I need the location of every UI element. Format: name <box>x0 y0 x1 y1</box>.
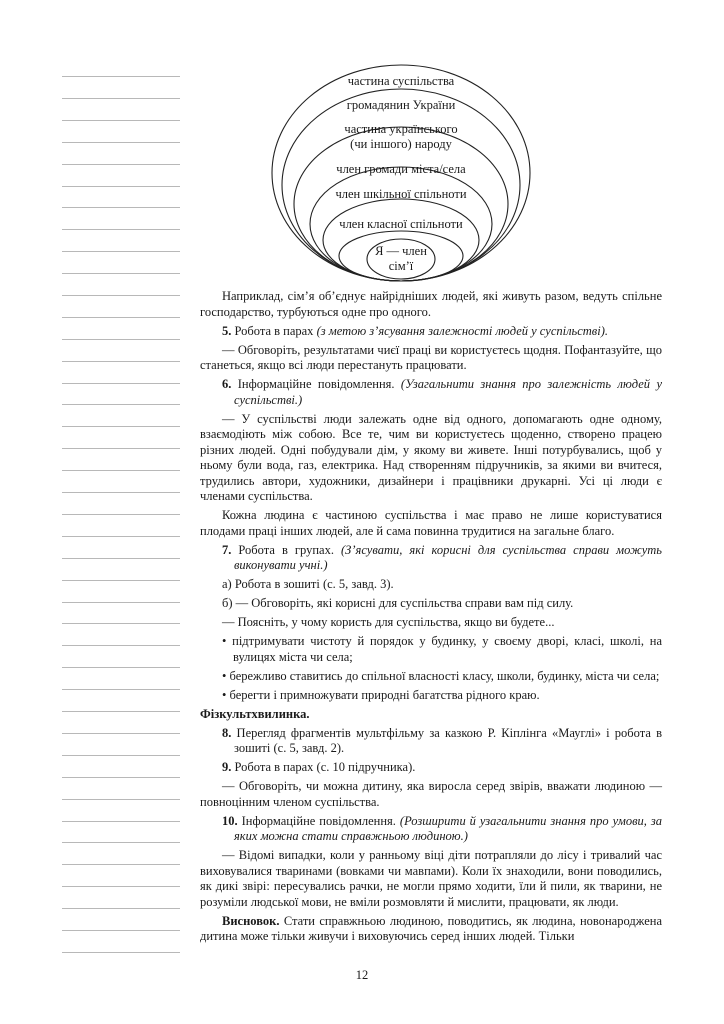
margin-line <box>62 602 180 603</box>
margin-line <box>62 580 180 581</box>
lesson-text <box>200 289 662 948</box>
margin-line <box>62 164 180 165</box>
task-5 <box>200 324 662 340</box>
margin-line <box>62 229 180 230</box>
margin-line <box>62 361 180 362</box>
conclusion <box>200 914 662 945</box>
margin-line <box>62 886 180 887</box>
task-note: (Узагальнити знання про залежність людей у суспільстві.) <box>234 377 662 407</box>
paragraph: — Обговоріть, чи можна дитину, яка виросла серед звірів, вважати людиною — повноцінним членом суспільства. <box>200 779 662 809</box>
page-number: 12 <box>355 968 369 982</box>
margin-line <box>62 558 180 559</box>
margin-line <box>62 207 180 208</box>
nested-circles-diagram <box>270 62 532 282</box>
margin-line <box>62 514 180 515</box>
task-8 <box>200 726 662 757</box>
margin-line <box>62 492 180 493</box>
task-6 <box>200 377 662 408</box>
margin-line <box>62 251 180 252</box>
margin-line <box>62 755 180 756</box>
margin-line <box>62 295 180 296</box>
task-note: (з метою з’ясування залежності людей у суспільстві). <box>316 323 608 338</box>
center-label-line2: сім’ї <box>388 259 414 273</box>
paragraph: Кожна людина є частиною суспільства і має право не лише користуватися плодами праці інших людей, але й сама повинна трудитися на загальне благо. <box>200 508 662 538</box>
margin-line <box>62 536 180 537</box>
ring-label: (чи іншого) народу <box>350 137 452 151</box>
margin-line <box>62 777 180 778</box>
task-text: Робота в групах. <box>231 542 342 557</box>
margin-line <box>62 98 180 99</box>
task-number: 5. <box>222 323 232 338</box>
bullet-item: • бережливо ставитись до спільної власності класу, школи, будинку, міста чи села; <box>222 668 660 683</box>
margin-line <box>62 426 180 427</box>
margin-line <box>62 120 180 121</box>
conclusion-text: Стати справжньою людиною, поводитись, як людина, новонароджена дитина може тільки живучи і виховуючись серед інших людей. Тільки <box>200 913 662 943</box>
task-note: (Розширити й узагальнити знання про умови, за яких можна стати справжньою людиною.) <box>234 813 662 843</box>
ring-label: член громади міста/села <box>336 162 466 176</box>
paragraph: — Обговоріть, результатами чиєї праці ви користуєтесь щодня. Пофантазуйте, що станеться, якщо всі люди перестануть працювати. <box>200 342 662 372</box>
paragraph: Наприклад, сім’я об’єднує найрідніших людей, які живуть разом, ведуть спільне господарство, турбуються одне про одного. <box>200 289 662 319</box>
margin-note-lines <box>62 0 180 1024</box>
task-text: Робота в парах (с. 10 підручника). <box>231 760 416 774</box>
margin-line <box>62 908 180 909</box>
paragraph: — Відомі випадки, коли у ранньому віці діти потрапляли до лісу і тривалий час виховувалися тваринами (вовками чи мавпами). Коли їх знаходили, вони поводились, як дикі звірі: пересувались рачки, не могли прямо ходити, їли й пили, як тварини, не розуміли людської мови, не вміли розмовляти й мислити, працювати, як люди. <box>200 848 662 909</box>
margin-line <box>62 317 180 318</box>
task-9 <box>200 760 662 776</box>
margin-line <box>62 711 180 712</box>
ring-label: частина українського <box>344 122 458 136</box>
margin-line <box>62 952 180 953</box>
task-text: Перегляд фрагментів мультфільму за казкою Р. Кіплінга «Мауглі» і робота в зошиті (с. 5, завд. 2). <box>231 725 662 755</box>
center-label-line1: Я — член <box>375 244 427 258</box>
bullet-item: • підтримувати чистоту й порядок у будинку, у своєму дворі, класі, школі, на вулицях міста чи села; <box>222 634 662 664</box>
margin-line <box>62 821 180 822</box>
paragraph: — У суспільстві люди залежать одне від одного, допомагають одне одному, взаємодіють між собою. Все те, чим ви користуєтесь щоденно, створено працею різних людей. Одні побудували дім, у якому ви живете. Інші потурбувались, щоб у ньому були вода, газ, електрика. Над створенням підручників, за якими ви вчитеся, трудились автори, художники, дизайнери і працівники друкарні. Усі ці люди є членами суспільства. <box>200 411 662 503</box>
task-text: Інформаційне повідомлення. <box>231 377 401 391</box>
paragraph: а) Робота в зошиті (с. 5, завд. 3). <box>222 577 394 591</box>
paragraph: — Поясніть, у чому користь для суспільства, якщо ви будете... <box>222 615 555 629</box>
ring-label: частина суспільства <box>347 74 455 88</box>
margin-line <box>62 799 180 800</box>
margin-line <box>62 383 180 384</box>
task-10 <box>200 814 662 845</box>
task-number: 7. <box>222 542 232 557</box>
margin-line <box>62 339 180 340</box>
margin-line <box>62 623 180 624</box>
paragraph: б) — Обговоріть, які корисні для суспільства справи вам під силу. <box>222 596 574 610</box>
task-number: 9. <box>222 760 232 774</box>
conclusion-label: Висновок. <box>222 913 280 928</box>
margin-line <box>62 733 180 734</box>
margin-line <box>62 864 180 865</box>
task-7 <box>200 543 662 574</box>
task-text: Інформаційне повідомлення. <box>237 813 400 828</box>
margin-line <box>62 142 180 143</box>
task-number: 6. <box>222 377 232 391</box>
task-note: (З’ясувати, які корисні для суспільства справи можуть виконувати учні.) <box>234 542 662 572</box>
task-number: 8. <box>222 725 232 740</box>
margin-line <box>62 404 180 405</box>
ring-label: член шкільної спільноти <box>335 187 467 201</box>
margin-line <box>62 689 180 690</box>
task-text: Робота в парах <box>231 323 317 338</box>
margin-line <box>62 930 180 931</box>
margin-line <box>62 273 180 274</box>
ring-label: член класної спільноти <box>339 217 463 231</box>
margin-line <box>62 842 180 843</box>
bullet-item: • берегти і примножувати природні багатства рідного краю. <box>222 687 540 702</box>
margin-line <box>62 186 180 187</box>
section-heading: Фізкультхвилинка. <box>200 706 310 721</box>
margin-line <box>62 448 180 449</box>
margin-line <box>62 76 180 77</box>
margin-line <box>62 645 180 646</box>
ring-label: громадянин України <box>346 98 456 112</box>
task-number: 10. <box>222 813 238 828</box>
margin-line <box>62 667 180 668</box>
margin-line <box>62 470 180 471</box>
